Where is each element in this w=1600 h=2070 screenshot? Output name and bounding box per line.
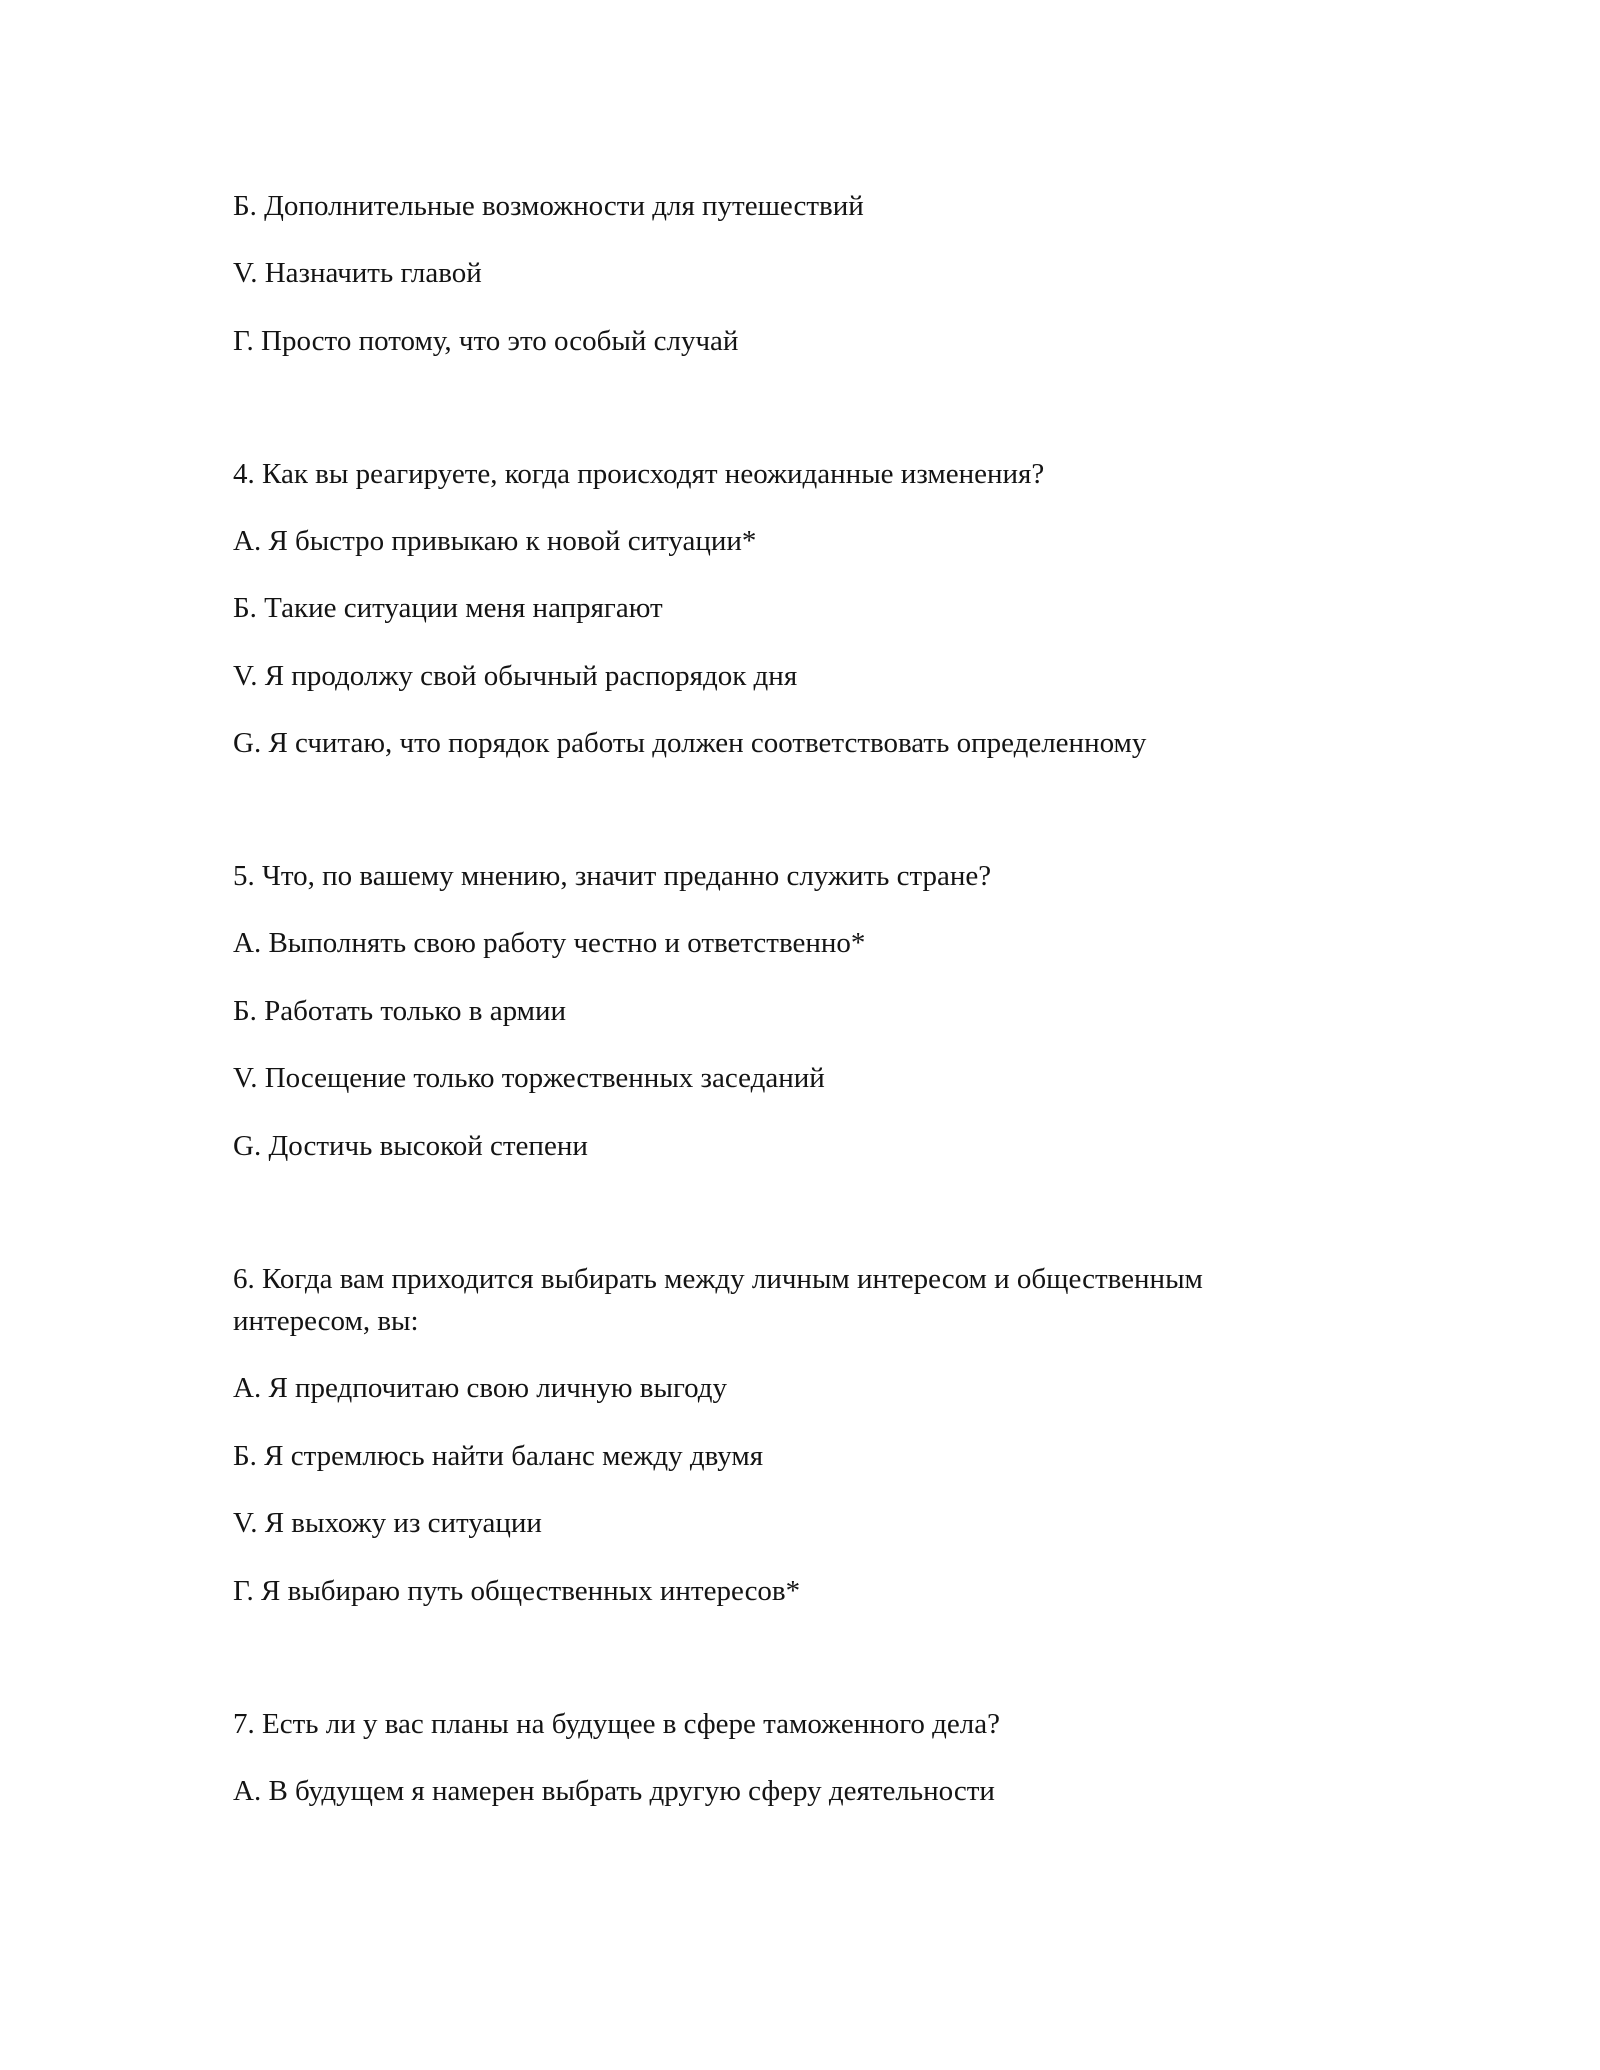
q4-option-g: G. Я считаю, что порядок работы должен соответствовать определенному <box>233 727 1147 759</box>
q3-option-g: Г. Просто потому, что это особый случай <box>233 325 739 357</box>
q5-question: 5. Что, по вашему мнению, значит преданно служить стране? <box>233 860 992 892</box>
q4-option-v: V. Я продолжу свой обычный распорядок дня <box>233 660 798 692</box>
q6-option-g: Г. Я выбираю путь общественных интересов* <box>233 1575 801 1607</box>
q3-option-v: V. Назначить главой <box>233 257 482 289</box>
q5-option-a: А. Выполнять свою работу честно и ответственно* <box>233 927 866 959</box>
q6-question-line2: интересом, вы: <box>233 1305 419 1337</box>
q4-option-b: Б. Такие ситуации меня напрягают <box>233 592 663 624</box>
q3-option-b: Б. Дополнительные возможности для путешествий <box>233 190 864 222</box>
q6-option-a: А. Я предпочитаю свою личную выгоду <box>233 1372 728 1404</box>
q5-option-b: Б. Работать только в армии <box>233 995 567 1027</box>
q5-option-v: V. Посещение только торжественных заседаний <box>233 1062 825 1094</box>
q6-option-b: Б. Я стремлюсь найти баланс между двумя <box>233 1440 764 1472</box>
q7-option-a: А. В будущем я намерен выбрать другую сферу деятельности <box>233 1775 995 1807</box>
q6-option-v: V. Я выхожу из ситуации <box>233 1507 542 1539</box>
q4-option-a: А. Я быстро привыкаю к новой ситуации* <box>233 525 757 557</box>
q5-option-g: G. Достичь высокой степени <box>233 1130 588 1162</box>
q6-question-line1: 6. Когда вам приходится выбирать между личным интересом и общественным <box>233 1263 1203 1295</box>
q7-question: 7. Есть ли у вас планы на будущее в сфере таможенного дела? <box>233 1708 1000 1740</box>
q4-question: 4. Как вы реагируете, когда происходят неожиданные изменения? <box>233 458 1045 490</box>
